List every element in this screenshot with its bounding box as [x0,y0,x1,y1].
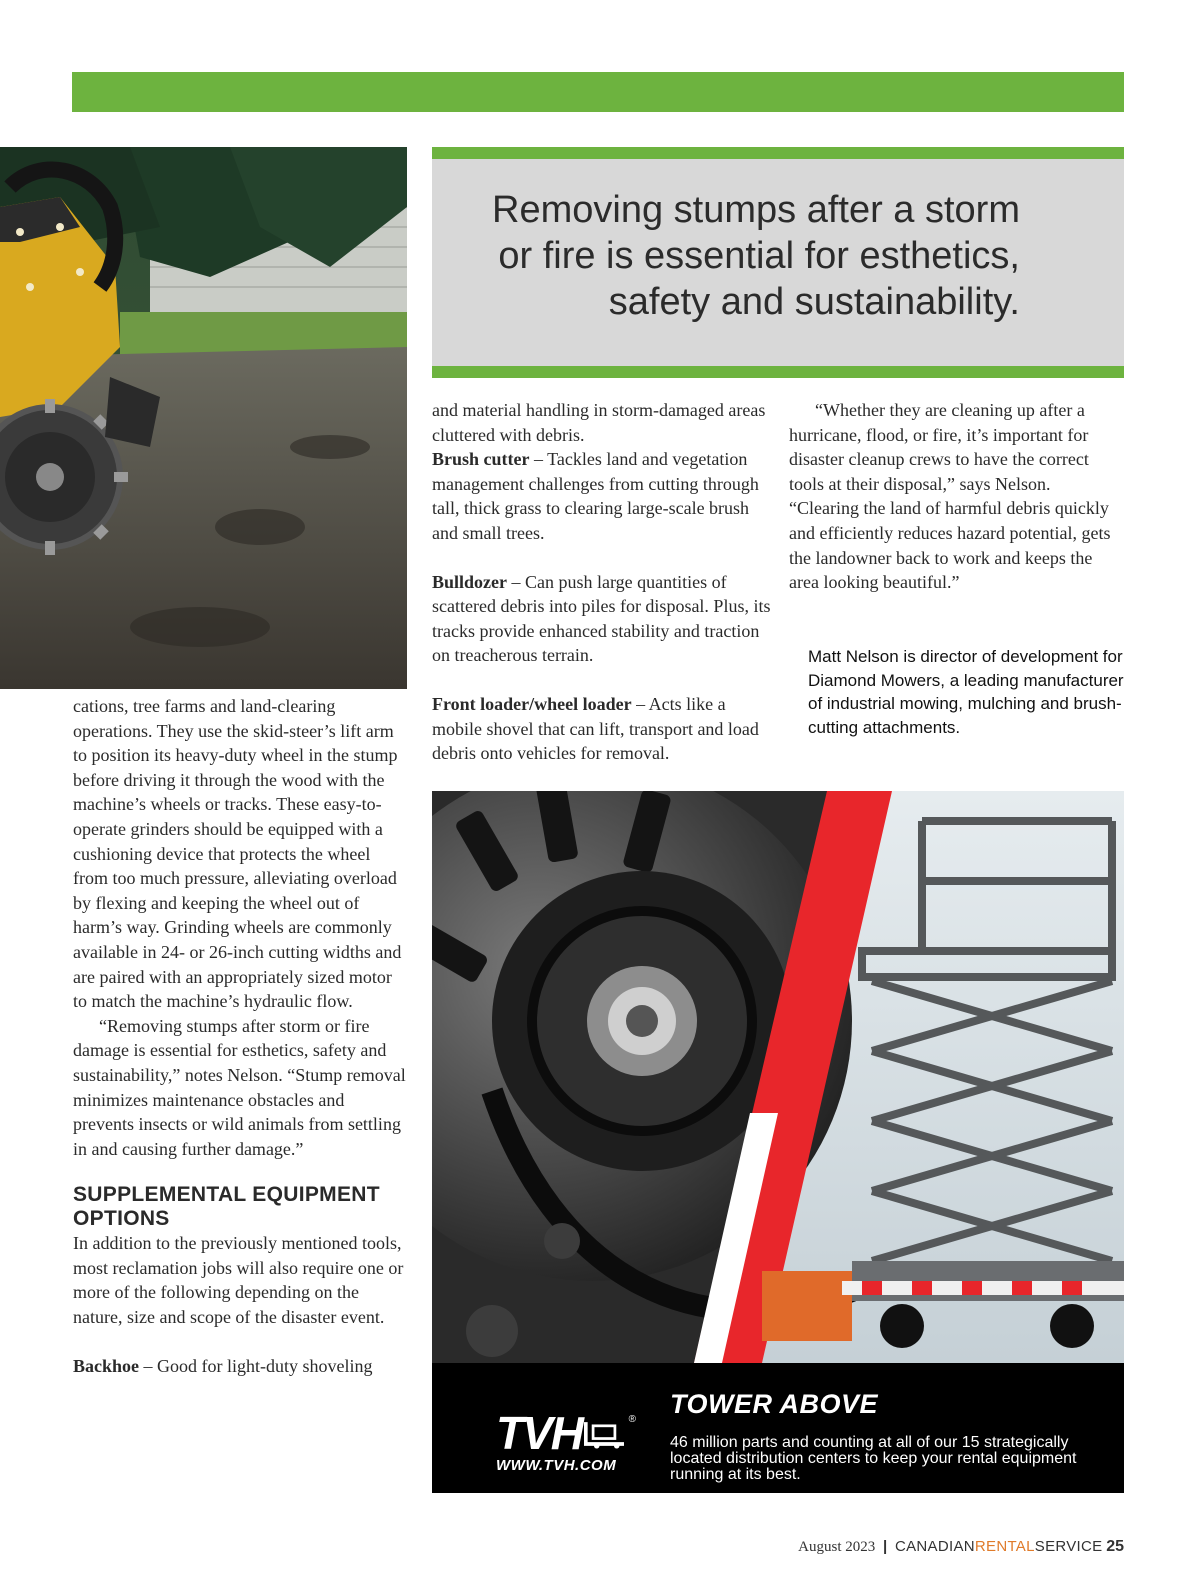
tvh-advertisement[interactable] [432,791,1124,1493]
folio-separator: | [883,1538,888,1555]
magazine-name-part1: CANADIAN [894,1538,975,1555]
body-paragraph: “Whether they are cleaning up after a hurricane, flood, or fire, it’s important for disaster cleanup crews to have the correct tools at their disposal,” says Nelson. “Clearing the land of harmful debris quickly and efficiently reduces hazard potential, gets the landowner back to work and keeps the area looking beautiful.” [789,400,1111,593]
body-paragraph-loader [432,692,772,766]
magazine-name [895,1538,1102,1555]
magazine-name-part2: RENTAL [974,1538,1035,1555]
pull-quote-box [432,147,1124,378]
ad-body-text: 46 million parts and counting at all of our 15 strategically located distribution centers to keep your rental equipment running at its best. [670,1434,1077,1483]
header-color-bar [72,72,1124,112]
front-loader-description: – Acts like a mobile shovel that can lift, transport and load debris onto vehicles for removal. [432,693,759,764]
term-front-loader: Front loader/wheel loader [432,693,632,714]
pull-quote-top-band [432,147,1124,159]
section-heading: SUPPLEMENTAL EQUIPMENT OPTIONS [73,1183,380,1231]
body-paragraph: “Removing stumps after storm or fire damage is essential for esthetics, safety and sustainability,” notes Nelson. “Stump removal minimizes maintenance obstacles and prevents insects or wild animals from settling in and causing further damage.” [73,1015,406,1159]
registered-icon: ® [628,1414,636,1425]
body-paragraph: In addition to the previously mentioned tools, most reclamation jobs will also require one or more of the following depending on the nature, size and scope of the disaster event. [73,1233,404,1328]
page-number: 25 [1106,1538,1124,1555]
tvh-logo-text: TVH [496,1407,582,1459]
author-bio: Matt Nelson is director of development for Diamond Mowers, a leading manufacturer of industrial mowing, mulching and brush-cutting attachments. [808,647,1124,737]
ad-footer [432,1363,1124,1493]
magazine-name-part3: SERVICE [1034,1538,1103,1555]
term-brush-cutter: Brush cutter [432,449,530,470]
issue-date: August 2023 [798,1539,876,1555]
article-column-right [789,398,1124,595]
stump-grinder-photo [0,147,407,689]
body-paragraph-brush-cutter [432,447,772,545]
pull-quote-text: Removing stumps after a storm or fire is essential for esthetics, safety and sustainability. [492,189,1020,323]
article-column-middle [432,398,772,766]
ad-url[interactable]: WWW.TVH.COM [496,1457,617,1474]
ad-headline: TOWER ABOVE [670,1389,879,1419]
bulldozer-description: – Can push large quantities of scattered debris into piles for disposal. Plus, its tracks provide enhanced stability and traction on treacherous terrain. [432,571,771,666]
page-folio [798,1538,1124,1556]
body-paragraph: and material handling in storm-damaged areas cluttered with debris. [432,400,766,445]
term-bulldozer: Bulldozer [432,571,507,592]
term-backhoe: Backhoe [73,1355,140,1376]
forklift-icon [584,1417,628,1451]
tvh-logo[interactable] [496,1407,636,1474]
backhoe-description: – Good for light-duty shoveling [139,1355,373,1376]
body-paragraph-bulldozer [432,570,772,668]
body-paragraph: cations, tree farms and land-clearing operations. They use the skid-steer’s lift arm to position its heavy-duty wheel in the stump before driving it through the wood with the machine’s wheels or tracks. These easy-to-operate grinders should be equipped with a cushioning device that protects the wheel from too much pressure, alleviating overload by flexing and keeping the wheel out of harm’s way. Grinding wheels are commonly available in 24- or 26-inch cutting widths and are paired with an appropriately sized motor to match the machine’s hydraulic flow. [73,696,402,1012]
body-paragraph-backhoe [73,1354,408,1379]
brush-cutter-description: – Tackles land and vegetation management challenges from cutting through tall, thick grass to clearing large-scale brush and small trees. [432,449,759,543]
pull-quote-bottom-band [432,366,1124,378]
article-column-left [73,694,408,1378]
ad-photo [432,791,1124,1363]
